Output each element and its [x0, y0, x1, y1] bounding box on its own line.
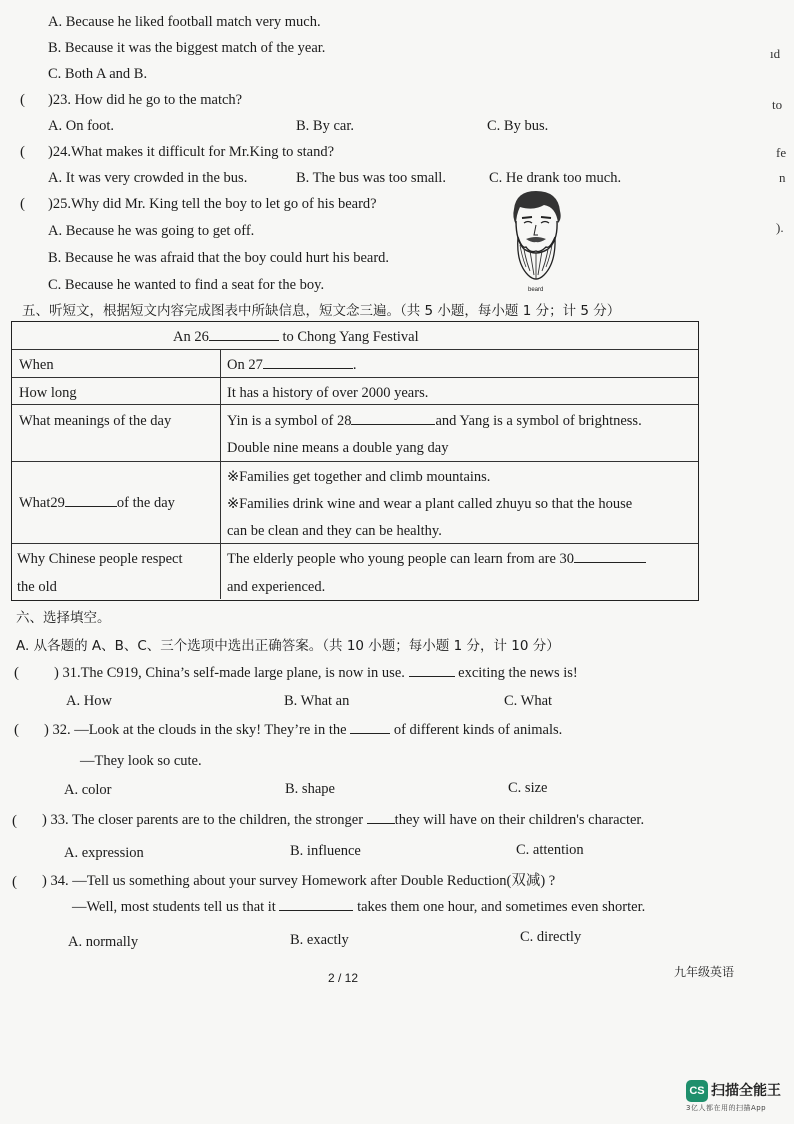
row-when-content: On 27 . [227, 357, 357, 373]
q31-option-c: C. What [504, 693, 553, 709]
row-respect-label-2: the old [17, 579, 57, 595]
table-rule [12, 404, 698, 405]
blank-32[interactable] [350, 721, 390, 734]
q33-paren: ( [12, 813, 17, 829]
q23-paren: ( [20, 92, 25, 108]
row-meanings-label: What meanings of the day [19, 413, 172, 429]
q23-option-b: B. By car. [296, 118, 354, 134]
q25-option-a: A. Because he was going to get off. [48, 223, 255, 239]
table-rule [12, 349, 698, 350]
q34-option-a: A. normally [68, 934, 139, 950]
row-respect-line1: The elderly people who young people can learn from are 30 [227, 550, 646, 568]
scanner-tagline: 3亿人都在用的扫描App [686, 1104, 767, 1112]
table-title: An 26 to Chong Yang Festival [173, 329, 419, 345]
q33-stem: ) 33. The closer parents are to the children, the stronger they will have on their children's character. [42, 812, 645, 828]
row-meanings-line1: Yin is a symbol of 28 and Yang is a symbol of brightness. [227, 413, 642, 429]
row-respect-label-1: Why Chinese people respect [17, 551, 183, 567]
q24-stem: )24.What makes it difficult for Mr.King to stand? [48, 144, 335, 160]
q32-option-b: B. shape [285, 781, 335, 797]
q24-option-a: A. It was very crowded in the bus. [48, 170, 248, 186]
q23-option-a: A. On foot. [48, 118, 115, 134]
row-howlong-content: It has a history of over 2000 years. [227, 385, 429, 401]
q32-paren: ( [14, 722, 19, 738]
row-activities-line2: ※Families drink wine and wear a plant called zhuyu so that the house [227, 496, 633, 512]
edge-text: fe [776, 145, 787, 160]
row-respect-line2: and experienced. [227, 579, 326, 595]
section5-heading: 五、听短文，根据短文内容完成图表中所缺信息，短文念三遍。（共 5 小题，每小题 1 分；计 5 分） [22, 303, 621, 319]
edge-text: to [772, 97, 783, 112]
table-rule [12, 461, 698, 462]
subject-label: 九年级英语 [674, 965, 735, 979]
q25-option-b: B. Because he was afraid that the boy could hurt his beard. [48, 250, 390, 266]
q22-option-a: A. Because he liked football match very much. [48, 14, 321, 30]
row-activities-label: What29 of the day [19, 495, 175, 511]
row-activities-line3: can be clean and they can be healthy. [227, 523, 442, 539]
q25-stem: )25.Why did Mr. King tell the boy to let go of his beard? [48, 196, 377, 212]
q33-option-b: B. influence [290, 843, 361, 859]
section6-heading: 六、选择填空。 [16, 610, 111, 626]
row-activities-line1: ※Families get together and climb mountains. [227, 469, 491, 485]
bearded-man-illustration [500, 187, 572, 289]
q24-option-c: C. He drank too much. [489, 170, 622, 186]
q22-option-b: B. Because it was the biggest match of the year. [48, 40, 326, 56]
q32-line2: —They look so cute. [80, 753, 202, 769]
blank-29[interactable] [65, 494, 117, 507]
page-number: 2 / 12 [328, 971, 359, 985]
q34-option-b: B. exactly [290, 932, 349, 948]
camscanner-logo-icon: CS [686, 1080, 708, 1102]
blank-34[interactable] [279, 898, 353, 911]
beard-caption: beard [528, 287, 544, 293]
q22-option-c: C. Both A and B. [48, 66, 148, 82]
q25-option-c: C. Because he wanted to find a seat for the boy. [48, 277, 325, 293]
q23-option-c: C. By bus. [487, 118, 549, 134]
q24-paren: ( [20, 144, 25, 160]
q34-stem: ) 34. —Tell us something about your survey Homework after Double Reduction(双减) ? [42, 873, 556, 889]
q33-option-a: A. expression [64, 845, 144, 861]
scanner-name: 扫描全能王 [711, 1083, 781, 1099]
q32-option-a: A. color [64, 782, 112, 798]
row-when-label: When [19, 357, 54, 373]
edge-text: n [779, 170, 786, 185]
q31-option-b: B. What an [284, 693, 350, 709]
q24-option-b: B. The bus was too small. [296, 170, 446, 186]
q25-paren: ( [20, 196, 25, 212]
q32-option-c: C. size [508, 780, 548, 796]
q34-paren: ( [12, 874, 17, 890]
blank-30[interactable] [574, 550, 646, 563]
q23-stem: )23. How did he go to the match? [48, 92, 243, 108]
section6-part-a: A. 从各题的 A、B、C、三个选项中选出正确答案。（共 10 小题；每小题 1 分，计 10 分） [16, 638, 560, 654]
edge-text: ıd [770, 46, 781, 61]
table-divider [220, 349, 221, 599]
q33-option-c: C. attention [516, 842, 584, 858]
q31-option-a: A. How [66, 693, 112, 709]
edge-text: ). [776, 220, 784, 235]
q34-option-c: C. directly [520, 929, 582, 945]
table-rule [12, 377, 698, 378]
row-meanings-line2: Double nine means a double yang day [227, 440, 449, 456]
q31-paren: ( [14, 665, 19, 681]
q34-line2: —Well, most students tell us that it takes them one hour, and sometimes even shorter. [72, 899, 646, 915]
blank-33[interactable] [367, 811, 395, 824]
q32-stem: ) 32. —Look at the clouds in the sky! They’re in the of different kinds of animals. [44, 722, 563, 738]
blank-31[interactable] [409, 664, 455, 677]
blank-28[interactable] [351, 412, 435, 425]
blank-27[interactable] [263, 356, 353, 369]
row-howlong-label: How long [19, 385, 77, 401]
blank-26[interactable] [209, 328, 279, 341]
table-rule [12, 543, 698, 544]
q31-stem: ) 31.The C919, China’s self-made large plane, is now in use. exciting the news is! [54, 665, 578, 681]
